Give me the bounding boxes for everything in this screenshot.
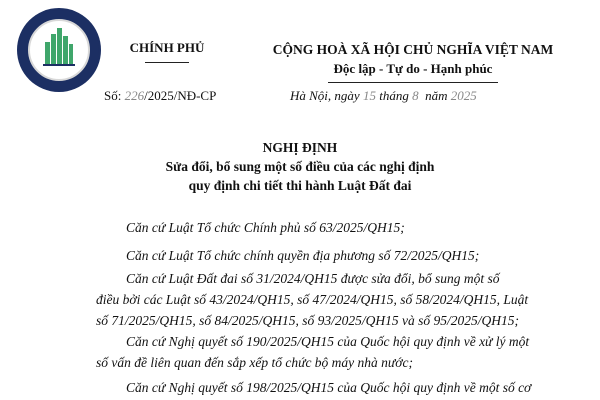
doc-number-suffix: /2025/NĐ-CP [144,88,217,103]
date-month: 8 [412,88,419,103]
paragraph-text: Căn cứ Luật Tổ chức Chính phủ số 63/2025/QH15; [126,220,405,235]
preamble-paragraph-5 [96,377,576,398]
paragraph-line: Căn cứ Luật Đất đai số 31/2024/QH15 được sửa đổi, bổ sung một số [126,271,500,286]
document-number [104,88,216,104]
date-month-label: tháng [379,88,409,103]
logo [17,8,101,92]
logo-emblem-icon [17,8,101,92]
doc-number-prefix: Số: [104,88,122,103]
place-date [290,88,477,104]
agency-name: CHÍNH PHỦ [129,40,205,55]
place-date-prefix: Hà Nội, ngày [290,88,360,103]
paragraph-line: số vấn đề liên quan đến sắp xếp tổ chức bộ máy nhà nước; [96,355,413,370]
national-motto: Độc lập - Tự do - Hạnh phúc [333,61,493,76]
issuing-agency [112,40,222,63]
date-day: 15 [362,88,376,103]
preamble-paragraph-1 [96,217,576,238]
date-year: 2025 [450,88,477,103]
agency-underline [145,62,189,63]
document-type: NGHỊ ĐỊNH [262,140,338,155]
preamble-paragraph-2 [96,245,576,266]
preamble-paragraph-3 [96,268,576,331]
motto-underline [328,82,498,83]
document-title [0,138,600,195]
title-line-2: quy định chi tiết thi hành Luật Đất đai [188,178,412,193]
national-header [238,40,588,83]
title-line-1: Sửa đổi, bổ sung một số điều của các nghị định [165,159,435,174]
doc-number-value: 226 [124,88,145,103]
preamble-paragraph-4 [96,331,576,373]
paragraph-line: điều bởi các Luật số 43/2024/QH15, số 47/2024/QH15, số 58/2024/QH15, Luật [96,292,529,307]
paragraph-line: Căn cứ Nghị quyết số 198/2025/QH15 của Quốc hội quy định về một số cơ [126,380,532,395]
paragraph-line: số 71/2025/QH15, số 84/2025/QH15, số 93/2025/QH15 và số 95/2025/QH15; [96,313,520,328]
paragraph-line: Căn cứ Nghị quyết số 190/2025/QH15 của Quốc hội quy định về xử lý một [126,334,530,349]
paragraph-text: Căn cứ Luật Tổ chức chính quyền địa phương số 72/2025/QH15; [126,248,480,263]
nation-name: CỘNG HOÀ XÃ HỘI CHỦ NGHĨA VIỆT NAM [272,42,554,57]
date-year-label: năm [425,88,448,103]
